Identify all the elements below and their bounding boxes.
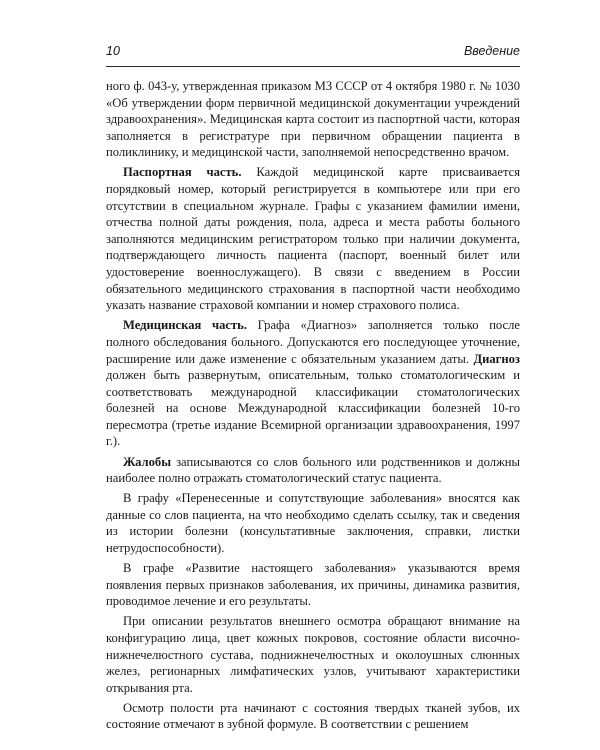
paragraph-text: ного ф. 043-у, утвержденная приказом МЗ СССР от 4 октября 1980 г. № 1030 «Об утверждении форм первичной медицинской документации учреждений здравоохранения». Медицинская карта состоит из паспортной части, которая заполняется в регистратуре при первичном обращении пациента в поликлинику, и медицинской части, заполняемой непосредственно врачом. xyxy=(106,79,520,160)
paragraph-complaints xyxy=(106,454,520,487)
paragraph-text: должен быть развернутым, описательным, только стоматологическим и соответствовать международной классификации стоматологических болезней на основе Международной классификации болезней 10-го пересмотра (третье издание Всемирной организации здравоохранения, 1997 г.). xyxy=(106,368,520,449)
paragraph-text: Осмотр полости рта начинают с состояния твердых тканей зубов, их состояние отмечают в зубной формуле. В соответствии с решением xyxy=(106,700,520,732)
paragraph-external-exam xyxy=(106,613,520,696)
paragraph-text: записываются со слов больного или родственников и должны наиболее полно отражать стоматологический статус пациента. xyxy=(106,454,520,486)
page-number: 10 xyxy=(106,44,120,58)
paragraph-text: Каждой медицинской карте присваивается порядковый номер, который регистрируется в компьютере или при его отсутствии в специальном журнале. Графы с указанием фамилии имени, отчества полной даты рождения, пола, адреса и места работы больного заполняются медицинским регистратором только при наличии документа, подтверждающего личность пациента (паспорт, военный билет или удостоверение военнослужащего). В связи с введением в России обязательного медицинского страхования в паспортной части необходимо указать название страховой компании и номер страхового полиса. xyxy=(106,165,520,313)
paragraph-text: При описании результатов внешнего осмотра обращают внимание на конфигурацию лица, цвет кожных покровов, состояние области височно-нижнечелюстного сустава, поднижнечелюстных и околоушных слюнных желез, регионарных лимфатических узлов, учитывают характеристики открывания рта. xyxy=(106,614,520,695)
paragraph-lead-heading: Медицинская часть. xyxy=(123,318,247,333)
paragraph-continuation xyxy=(106,78,520,161)
paragraph-medical-part xyxy=(106,317,520,450)
paragraph-text: Графа «Диагноз» заполняется только после полного обследования больного. Допускаются его последующее уточнение, расширение или даже изменение с обязательным указанием даты. xyxy=(106,318,521,366)
paragraph-lead-heading: Жалобы xyxy=(123,454,172,469)
paragraph-inline-bold-term: Диагноз xyxy=(473,351,520,366)
paragraph-passport-part xyxy=(106,164,520,313)
section-title: Введение xyxy=(463,44,520,58)
paragraph-text: В графе «Развитие настоящего заболевания» указываются время появления первых признаков заболевания, их причины, динамика развития, проводимое лечение и его результаты. xyxy=(106,561,520,609)
paragraph-disease-development xyxy=(106,560,520,610)
paragraph-text: В графу «Перенесенные и сопутствующие заболевания» вносятся как данные со слов пациента, на что необходимо сделать ссылку, так и сведения из истории болезни (консультативные заключения, справки, листки нетрудоспособности). xyxy=(106,491,520,556)
body-text xyxy=(106,78,520,737)
paragraph-lead-heading: Паспортная часть. xyxy=(123,165,242,180)
header-rule xyxy=(106,66,520,67)
paragraph-oral-exam xyxy=(106,700,520,733)
running-header xyxy=(106,44,520,62)
paragraph-past-diseases xyxy=(106,490,520,556)
